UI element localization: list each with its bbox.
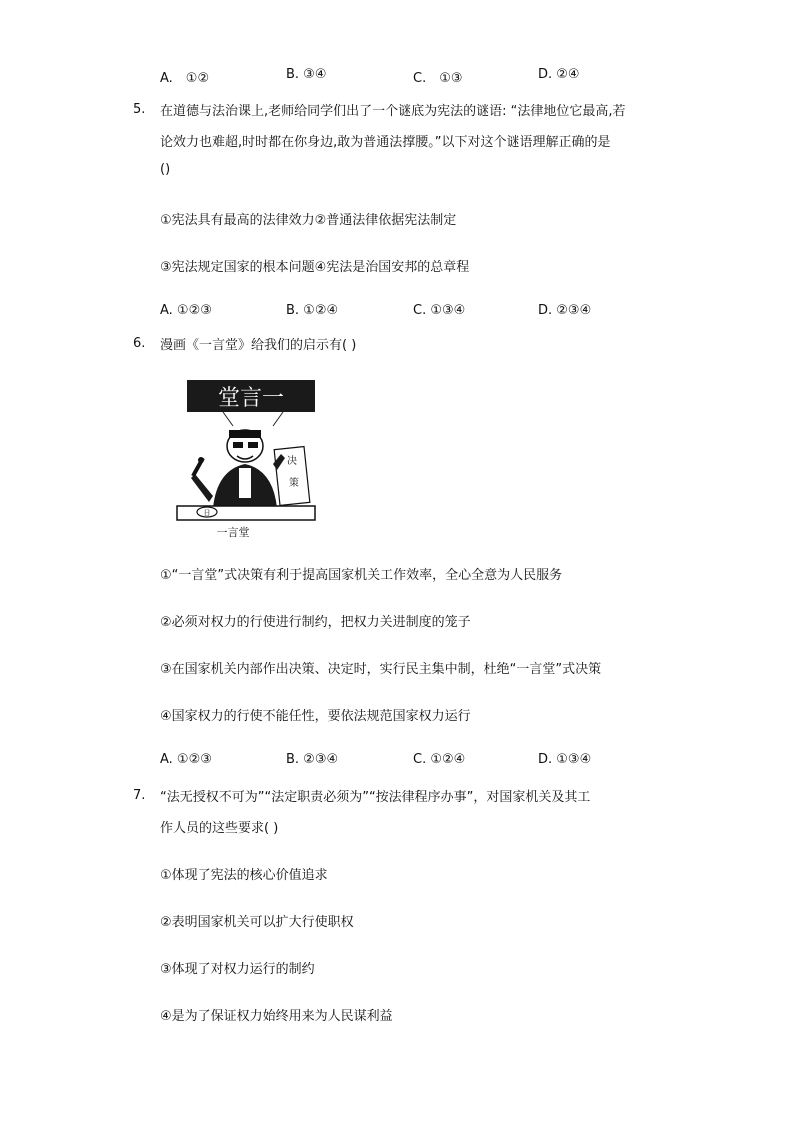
svg-text:策: 策 bbox=[289, 478, 299, 489]
q5-stem-line-2: 论效力也难超,时时都在你身边,敢为普通法撑腰。”以下对这个谜语理解正确的是 bbox=[160, 135, 611, 150]
q5-number: 5. bbox=[133, 102, 146, 117]
q5-stem-line-1: 在道德与法治课上,老师给同学们出了一个谜底为宪法的谜语: “法律地位它最高,若 bbox=[160, 104, 626, 119]
q5-stem-line-3: () bbox=[160, 162, 171, 177]
q5-option-d[interactable]: D. ②③④ bbox=[538, 303, 592, 318]
q6-option-d[interactable]: D. ①③④ bbox=[538, 752, 592, 767]
q6-statement-2: ②必须对权力的行使进行制约，把权力关进制度的笼子 bbox=[160, 615, 471, 630]
q7-statement-1: ①体现了宪法的核心价值追求 bbox=[160, 868, 328, 883]
q5-option-b[interactable]: B. ①②④ bbox=[286, 303, 339, 318]
q6-option-c[interactable]: C. ①②④ bbox=[413, 752, 466, 767]
q7-statement-2: ②表明国家机关可以扩大行使职权 bbox=[160, 915, 354, 930]
q7-statement-3: ③体现了对权力运行的制约 bbox=[160, 962, 315, 977]
q5-option-c[interactable]: C. ①③④ bbox=[413, 303, 466, 318]
q6-statement-1: ①“一言堂”式决策有利于提高国家机关工作效率，全心全意为人民服务 bbox=[160, 568, 563, 583]
q7-stem-line-2: 作人员的这些要求( ) bbox=[160, 821, 279, 836]
q6-statement-3: ③在国家机关内部作出决策、决定时，实行民主集中制，杜绝“一言堂”式决策 bbox=[160, 662, 602, 677]
q5-statement-2: ③宪法规定国家的根本问题④宪法是治国安邦的总章程 bbox=[160, 260, 470, 275]
svg-text:日: 日 bbox=[203, 509, 211, 517]
cartoon-caption: 一言堂 bbox=[216, 526, 250, 538]
q4-option-d[interactable]: D. ②④ bbox=[538, 67, 580, 82]
q4-option-c[interactable]: C. ①③ bbox=[413, 71, 463, 86]
q5-option-a[interactable]: A. ①②③ bbox=[160, 303, 212, 318]
q4-options bbox=[0, 67, 794, 87]
q4-option-b[interactable]: B. ③④ bbox=[286, 67, 327, 82]
q6-statement-4: ④国家权力的行使不能任性，要依法规范国家权力运行 bbox=[160, 709, 471, 724]
q6-option-b[interactable]: B. ②③④ bbox=[286, 752, 339, 767]
q7-number: 7. bbox=[133, 788, 146, 803]
q5-statement-1: ①宪法具有最高的法律效力②普通法律依据宪法制定 bbox=[160, 213, 457, 228]
q4-option-a[interactable]: A. ①② bbox=[160, 71, 210, 86]
q6-options bbox=[0, 752, 794, 772]
cartoon-yiyantang-illustration bbox=[173, 378, 319, 538]
q6-stem: 漫画《一言堂》给我们的启示有( ) bbox=[160, 338, 357, 353]
cartoon-sign-text: 堂言一 bbox=[217, 386, 285, 411]
q6-number: 6. bbox=[133, 336, 146, 351]
q7-statement-4: ④是为了保证权力始终用来为人民谋利益 bbox=[160, 1009, 393, 1024]
q5-options bbox=[0, 303, 794, 323]
cartoon-paper-text: 决 bbox=[287, 456, 297, 467]
q7-stem-line-1: “法无授权不可为”“法定职责必须为”“按法律程序办事”，对国家机关及其工 bbox=[160, 790, 591, 805]
q6-option-a[interactable]: A. ①②③ bbox=[160, 752, 212, 767]
